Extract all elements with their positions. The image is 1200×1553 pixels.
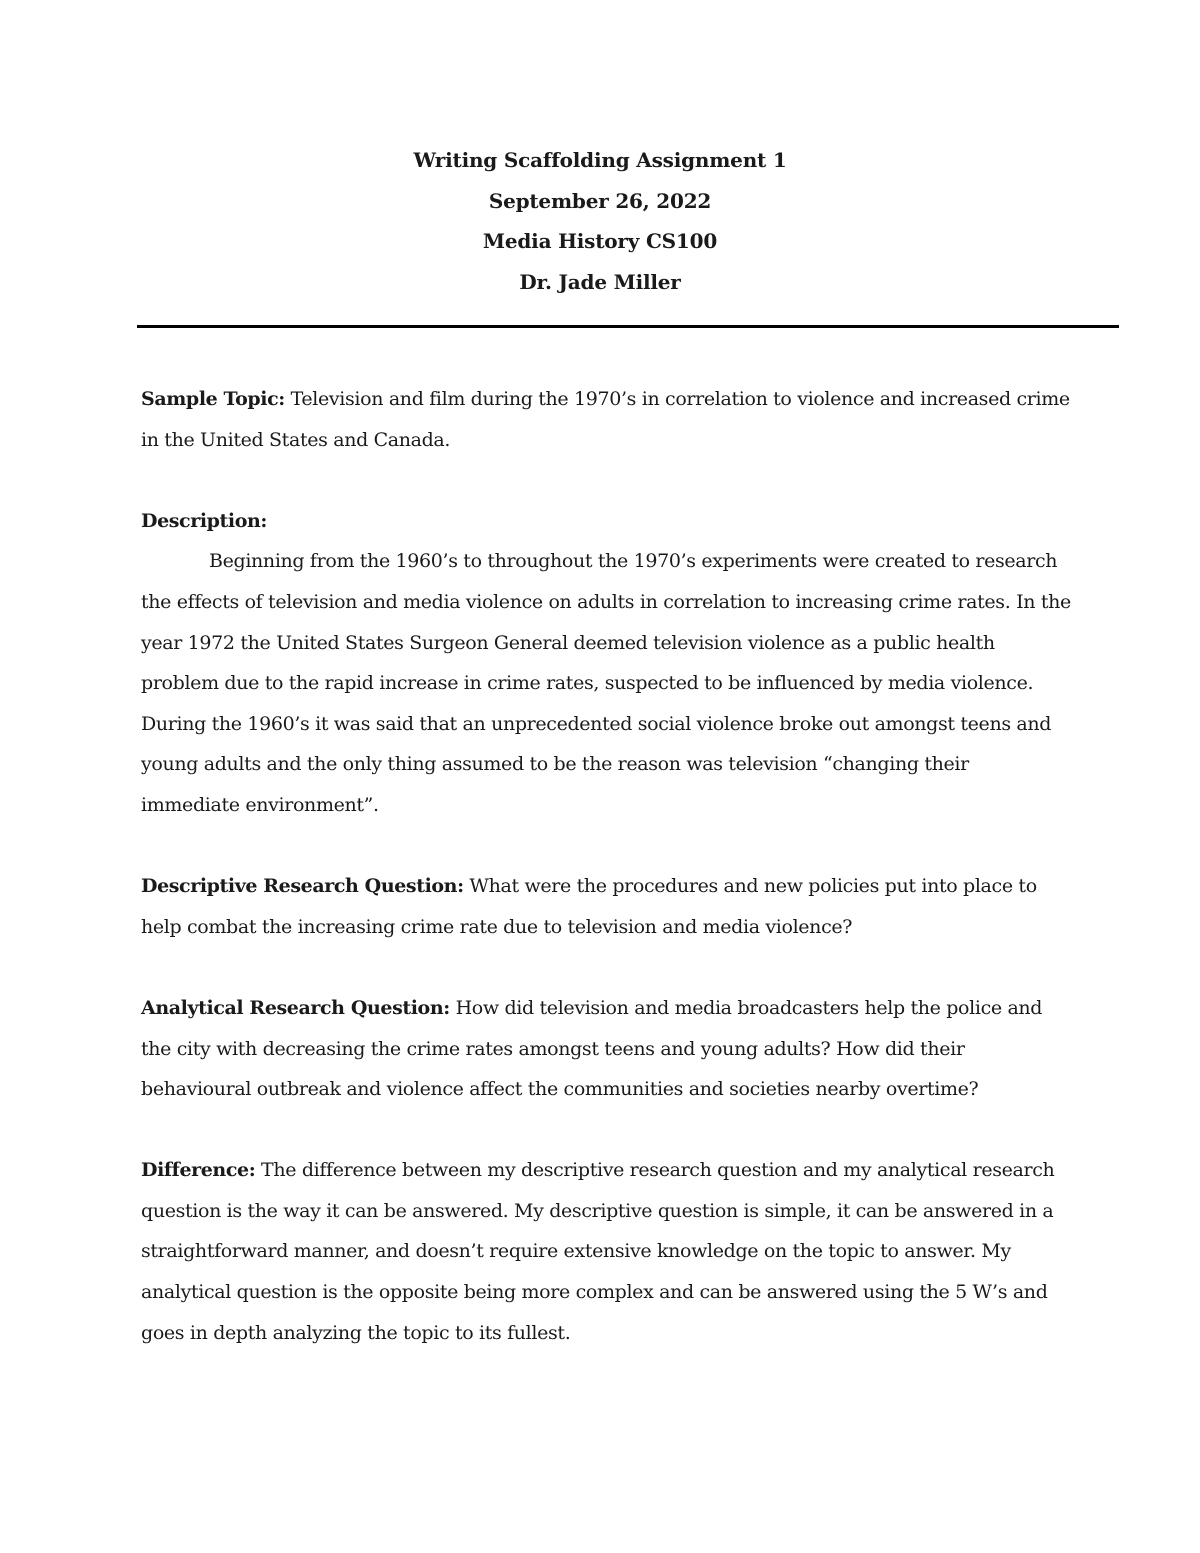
description-section — [141, 501, 1071, 826]
descriptive-question-text: What were the procedures and new policies put into place to help combat the increasing crime rate due to television and media violence? — [141, 875, 1037, 938]
description-label: Description: — [141, 509, 268, 532]
sample-topic-text: Television and film during the 1970’s in correlation to violence and increased crime in the United States and Canada. — [141, 388, 1070, 451]
difference-section — [141, 1150, 1071, 1353]
sample-topic-section — [141, 379, 1071, 460]
descriptive-question-section — [141, 866, 1071, 947]
document-body — [141, 379, 1071, 1394]
descriptive-question-label: Descriptive Research Question: — [141, 875, 464, 898]
header-divider — [137, 325, 1119, 328]
assignment-title: Writing Scaffolding Assignment 1 — [413, 148, 787, 172]
analytical-question-text: How did television and media broadcasters help the police and the city with decreasing the crime rates amongst teens and young adults? How did their behavioural outbreak and violence affect the communities and societies nearby overtime? — [141, 996, 1043, 1101]
description-text: Beginning from the 1960’s to throughout the 1970’s experiments were created to research the effects of television and media violence on adults in correlation to increasing crime rates. In the year 1972 the United States Surgeon General deemed television violence as a public health problem due to the rapid increase in crime rates, suspected to be influenced by media violence. During the 1960’s it was said that an unprecedented social violence broke out amongst teens and young adults and the only thing assumed to be the reason was television “changing their immediate environment”. — [141, 550, 1071, 816]
difference-text: The difference between my descriptive research question and my analytical research question is the way it can be answered. My descriptive question is simple, it can be answered in a straightforward manner, and doesn’t require extensive knowledge on the topic to answer. My analytical question is the opposite being more complex and can be answered using the 5 W’s and goes in depth analyzing the topic to its fullest. — [141, 1159, 1055, 1344]
assignment-date: September 26, 2022 — [488, 188, 712, 213]
analytical-question-section — [141, 988, 1071, 1110]
sample-topic-label: Sample Topic: — [141, 388, 285, 410]
course-name: Media History CS100 — [482, 229, 718, 253]
analytical-question-label: Analytical Research Question: — [141, 996, 450, 1019]
document-header — [0, 140, 1200, 302]
instructor-name: Dr. Jade Miller — [519, 269, 681, 294]
difference-label: Difference: — [141, 1159, 256, 1182]
